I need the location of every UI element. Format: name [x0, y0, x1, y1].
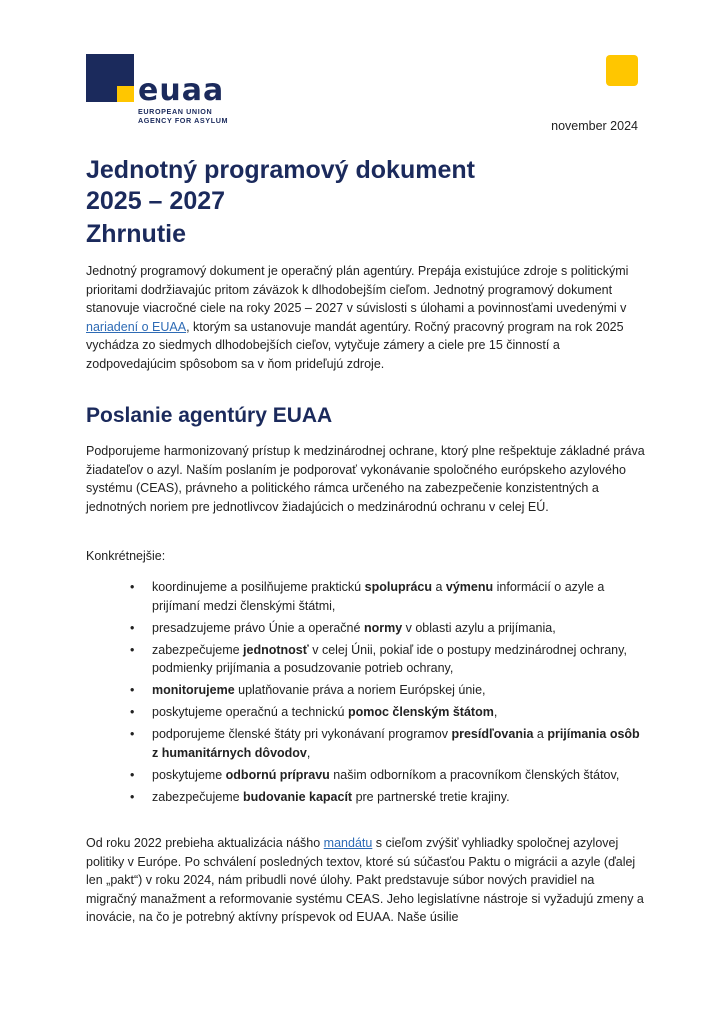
list-item: • presadzujeme právo Únie a operačné normy v oblasti azylu a prijímania, — [86, 619, 646, 638]
list-item: • monitorujeme uplatňovanie práva a noriem Európskej únie, — [86, 681, 646, 700]
logo-wordmark: euaa — [138, 73, 225, 108]
mission-heading: Poslanie agentúry EUAA — [86, 404, 333, 427]
intro-text-2: , ktorým sa ustanovuje mandát agentúry. Ročný pracovný program na rok 2025 vychádza zo siedmych dlhodobejších cieľov, vytyčuje zámery a ciele pre 15 činností a zodpovedajúcim spôsobom sa v ňom prideľujú zdroje. — [86, 319, 624, 371]
logo-accent — [117, 86, 134, 102]
list-item: • zabezpečujeme jednotnosť v celej Únii, pokiaľ ide o postupy medzinárodnej ochrany, podmienky prijímania a posudzovanie potrieb ochrany, — [130, 642, 627, 676]
bullet-icon: • — [130, 727, 135, 742]
document-date: november 2024 — [551, 119, 638, 133]
title-line-2: 2025 – 2027 — [86, 187, 226, 215]
bullet-icon: • — [130, 705, 135, 720]
specifically-label: Konkrétnejšie: — [86, 549, 166, 563]
list-item: • poskytujeme odbornú prípravu našim odborníkom a pracovníkom členských štátov, — [86, 766, 646, 785]
intro-paragraph — [86, 262, 646, 374]
mission-bullet-list — [86, 578, 646, 810]
bullet-icon: • — [130, 789, 135, 804]
closing-text-1: Od roku 2022 prebieha aktualizácia nášho — [86, 836, 324, 850]
intro-text-1: Jednotný programový dokument je operačný plán agentúry. Prepája existujúce zdroje s politickými prioritami dodržiavajúc pritom záväzok k dlhodobejším cieľom. Jednotný programový dokument stanovuje viacročné ciele na roky 2025 – 2027 v súvislosti s úlohami a povinnosťami uvedenými v — [86, 264, 629, 316]
list-item: • poskytujeme operačnú a technickú pomoc členským štátom, — [86, 703, 646, 722]
bullet-icon: • — [130, 580, 135, 594]
euaa-logo — [86, 54, 236, 126]
bullet-icon: • — [130, 642, 135, 657]
closing-text-2: s cieľom zvýšiť vyhliadky spoločnej azylovej politiky v Európe. Po schválení posledných textov, ktoré sú súčasťou Paktu o migrácii a azyle (ďalej len „pakt“) v roku 2024, nám pribudli nové úlohy. Pakt predstavuje súbor nových pravidiel na migračný manažment a reformovanie systému CEAS. Jeho legislatívne nástroje si vyžadujú zmeny a inovácie, na čo je potrebný aktívny príspevok od EUAA. Naše úsilie — [86, 836, 644, 925]
mandate-link[interactable]: mandátu — [323, 836, 373, 850]
logo-line-2: AGENCY FOR ASYLUM — [138, 116, 229, 125]
corner-accent — [606, 55, 638, 86]
bullet-icon: • — [130, 683, 135, 698]
regulation-link[interactable]: nariadení o EUAA — [86, 319, 187, 334]
mission-paragraph: Podporujeme harmonizovaný prístup k medzinárodnej ochrane, ktorý plne rešpektuje základné práva žiadateľov o azyl. Naším poslaním je podporovať vykonávanie spoločného európskeho azylového systému (CEAS), právneho a politického rámca určeného na zabezpečenie konzistentných a jednotných noriem pre jednotlivcov žiadajúcich o medzinárodnú ochranu v celej EÚ. — [86, 444, 645, 514]
bullet-icon: • — [130, 767, 135, 782]
closing-paragraph — [86, 834, 646, 927]
logo-line-1: EUROPEAN UNION — [138, 107, 213, 116]
document-title — [86, 155, 475, 217]
list-item: • koordinujeme a posilňujeme praktickú spoluprácu a výmenu informácií o azyle a prijímaní medzi členskými štátmi, — [130, 580, 605, 613]
title-line-1: Jednotný programový dokument — [86, 156, 475, 184]
document-subtitle: Zhrnutie — [86, 220, 186, 248]
list-item: • zabezpečujeme budovanie kapacít pre partnerské tretie krajiny. — [86, 788, 646, 807]
list-item: • podporujeme členské štáty pri vykonávaní programov presídľovania a prijímania osôb z humanitárnych dôvodov, — [130, 727, 640, 760]
bullet-icon: • — [130, 620, 135, 635]
